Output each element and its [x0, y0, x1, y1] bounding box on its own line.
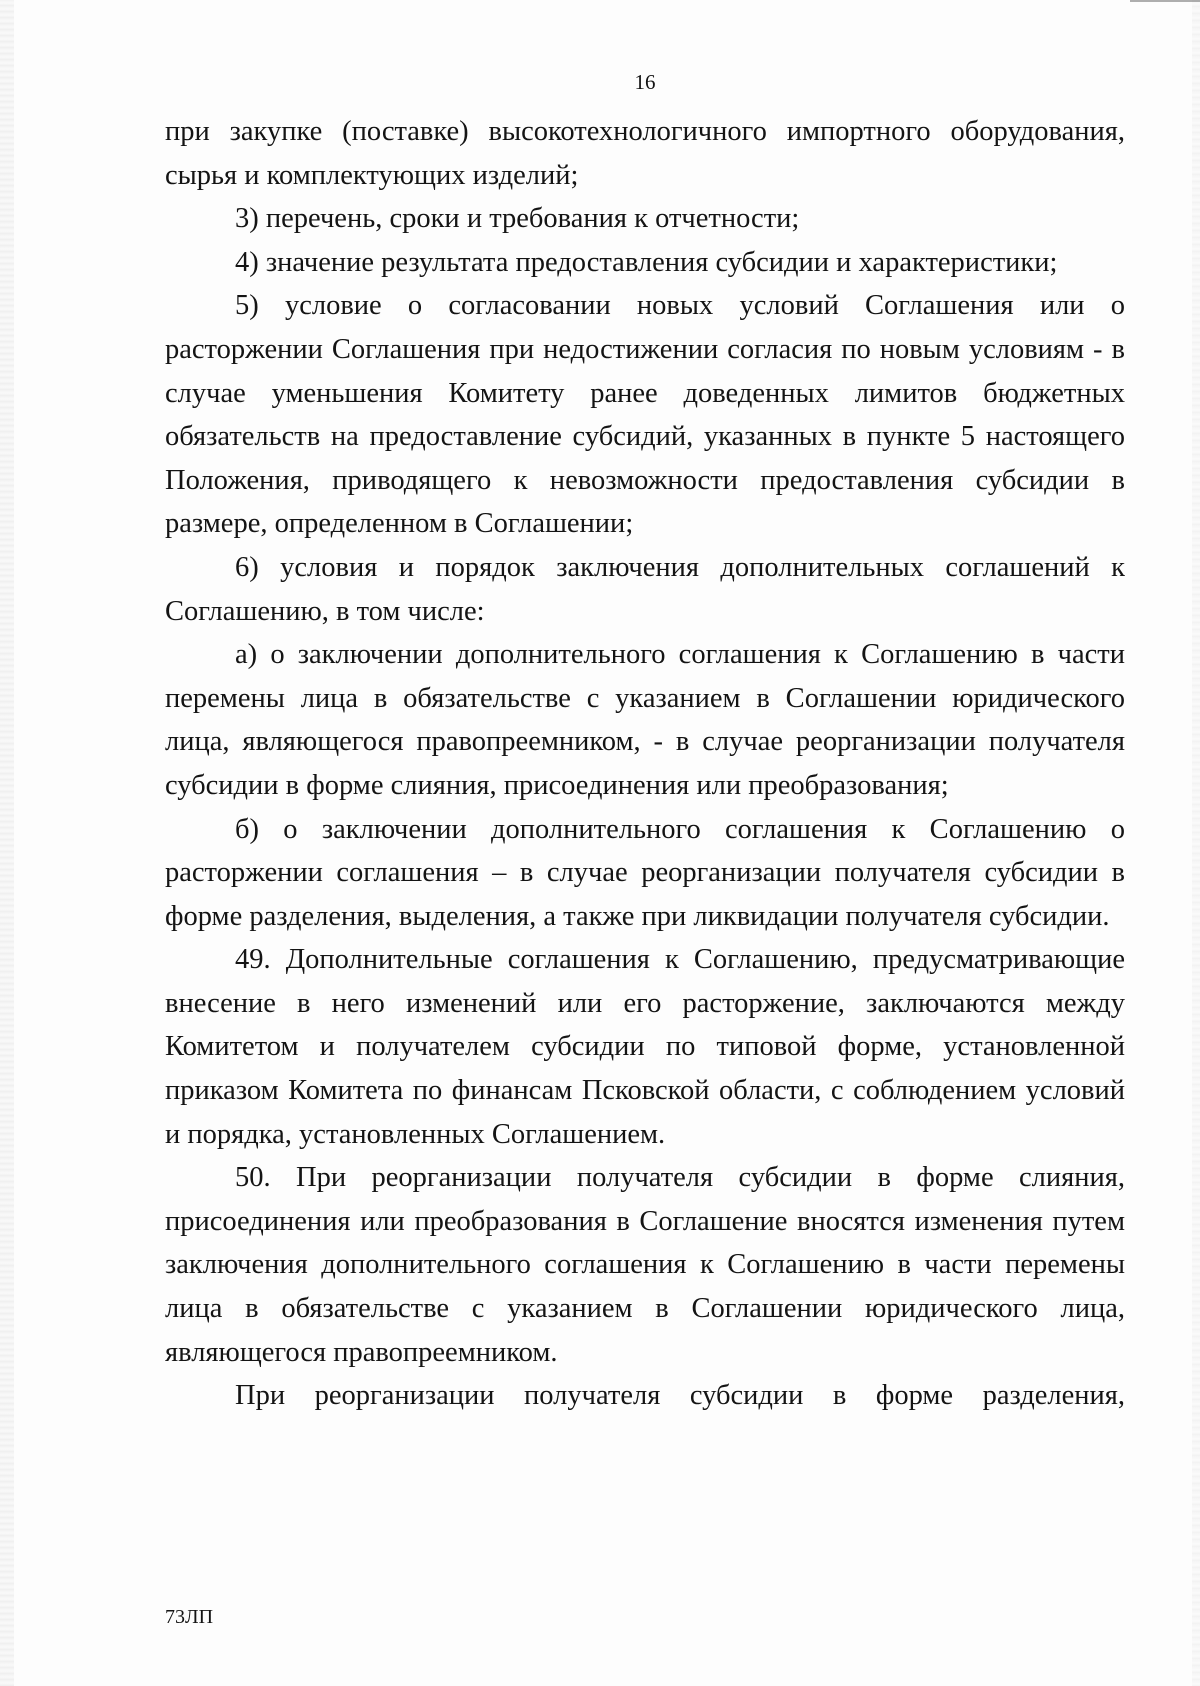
paragraph-item-4: 4) значение результата предоставления субсидии и характеристики; [235, 246, 1058, 278]
footer-document-code: 73ЛП [165, 1606, 214, 1628]
paragraph-item-6: 6) условия и порядок заключения дополнительных соглашений к Соглашению, в том числе: [165, 551, 1125, 627]
paragraph-clause-50: 50. При реорганизации получателя субсидии в форме слияния, присоединения или преобразования в Соглашение вносятся изменения путем заключения дополнительного соглашения к Соглашению в части перемены лица в обязательстве с указанием в Соглашении юридического лица, являющегося правопреемником. [165, 1162, 1125, 1368]
paragraph-clause-49: 49. Дополнительные соглашения к Соглашению, предусматривающие внесение в него изменений или его расторжение, заключаются между Комитетом и получателем субсидии по типовой форме, установленной приказом Комитета по финансам Псковской области, с соблюдением условий и порядка, установленных Соглашением. [165, 944, 1125, 1150]
paragraph-subitem-a: а) о заключении дополнительного соглашения к Соглашению в части перемены лица в обязательстве с указанием в Соглашении юридического лица, являющегося правопреемником, - в случае реорганизации получателя субсидии в форме слияния, присоединения или преобразования; [165, 639, 1125, 801]
paragraph-continuation: при закупке (поставке) высокотехнологичного импортного оборудования, сырья и комплектующих изделий; [165, 116, 1125, 191]
paragraph-item-3: 3) перечень, сроки и требования к отчетности; [235, 203, 800, 235]
scan-edge-left [0, 0, 14, 1686]
paragraph-item-5: 5) условие о согласовании новых условий Соглашения или о расторжении Соглашения при недостижении согласия по новым условиям - в случае уменьшения Комитету ранее доведенных лимитов бюджетных обязательств на предоставление субсидий, указанных в пункте 5 настоящего Положения, приводящего к невозможности предоставления субсидии в размере, определенном в Соглашении; [165, 290, 1125, 540]
scan-corner-mark [1130, 0, 1200, 10]
paragraph-subitem-b: б) о заключении дополнительного соглашения к Соглашению о расторжении соглашения – в случае реорганизации получателя субсидии в форме разделения, выделения, а также при ликвидации получателя субсидии. [165, 813, 1125, 932]
document-body [165, 110, 1125, 1418]
page-number: 16 [634, 70, 656, 94]
scan-edge-right [1192, 0, 1200, 1686]
paragraph-reorganization-split: При реорганизации получателя субсидии в форме разделения, [235, 1380, 1125, 1412]
